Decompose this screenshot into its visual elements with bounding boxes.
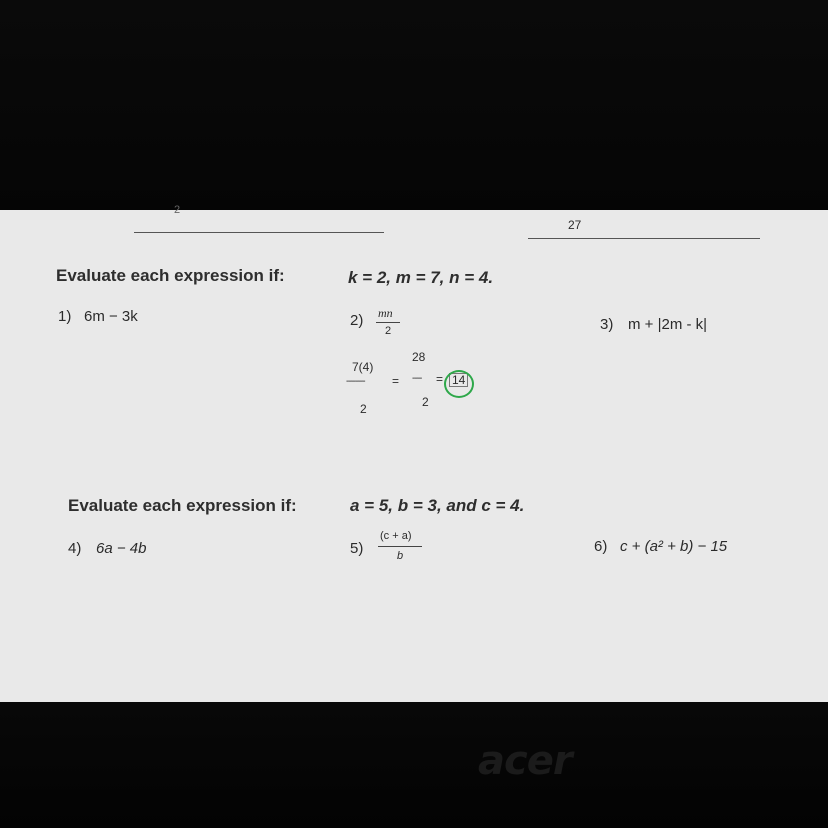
problem-3-number: 3) (600, 316, 614, 333)
work-step1-numerator: 7(4) (352, 360, 374, 374)
work-step1-denominator: 2 (360, 402, 367, 416)
problem-5-denominator: b (397, 550, 404, 562)
answer-line-left (134, 232, 384, 233)
problem-5-numerator: (c + a) (380, 530, 412, 542)
problem-1-expression: 6m − 3k (84, 308, 138, 325)
section2-variables: a = 5, b = 3, and c = 4. (350, 496, 525, 515)
monitor-bezel-bottom (0, 702, 828, 828)
answer-26-value: 27 (568, 218, 582, 232)
problem-4-expression: 6a − 4b (96, 540, 147, 557)
answer-circle-icon (444, 370, 474, 398)
work-equals-1: = (392, 374, 400, 388)
problem-3-expression: m + |2m - k| (628, 316, 708, 333)
work-step2-dashes: ---- (412, 373, 422, 384)
monitor-bezel-top (0, 0, 828, 210)
problem-2-denominator: 2 (385, 325, 392, 337)
problem-2-fraction-bar (376, 322, 400, 323)
problem-6-expression: c + (a² + b) − 15 (620, 538, 728, 555)
problem-6-number: 6) (594, 538, 608, 555)
problem-2-number: 2) (350, 312, 364, 329)
work-step1-dashes: -------- (346, 376, 365, 387)
problem-5-fraction-bar (378, 546, 422, 547)
problem-2-numerator: mn (378, 306, 393, 320)
section1-heading: Evaluate each expression if: (56, 266, 285, 285)
problem-1-number: 1) (58, 308, 72, 325)
answer-mark-left: 2 (174, 204, 181, 216)
work-step2-numerator: 28 (412, 350, 426, 364)
section2-heading: Evaluate each expression if: (68, 496, 297, 515)
work-answer: 14 (449, 373, 468, 387)
problem-5-number: 5) (350, 540, 364, 557)
section1-variables: k = 2, m = 7, n = 4. (348, 268, 494, 287)
answer-line-right (528, 238, 760, 239)
problem-4-number: 4) (68, 540, 82, 557)
laptop-brand-logo: acer (478, 738, 572, 784)
worksheet-screen (0, 204, 828, 702)
work-step2-denominator: 2 (422, 395, 429, 409)
work-equals-2: = (436, 372, 444, 386)
